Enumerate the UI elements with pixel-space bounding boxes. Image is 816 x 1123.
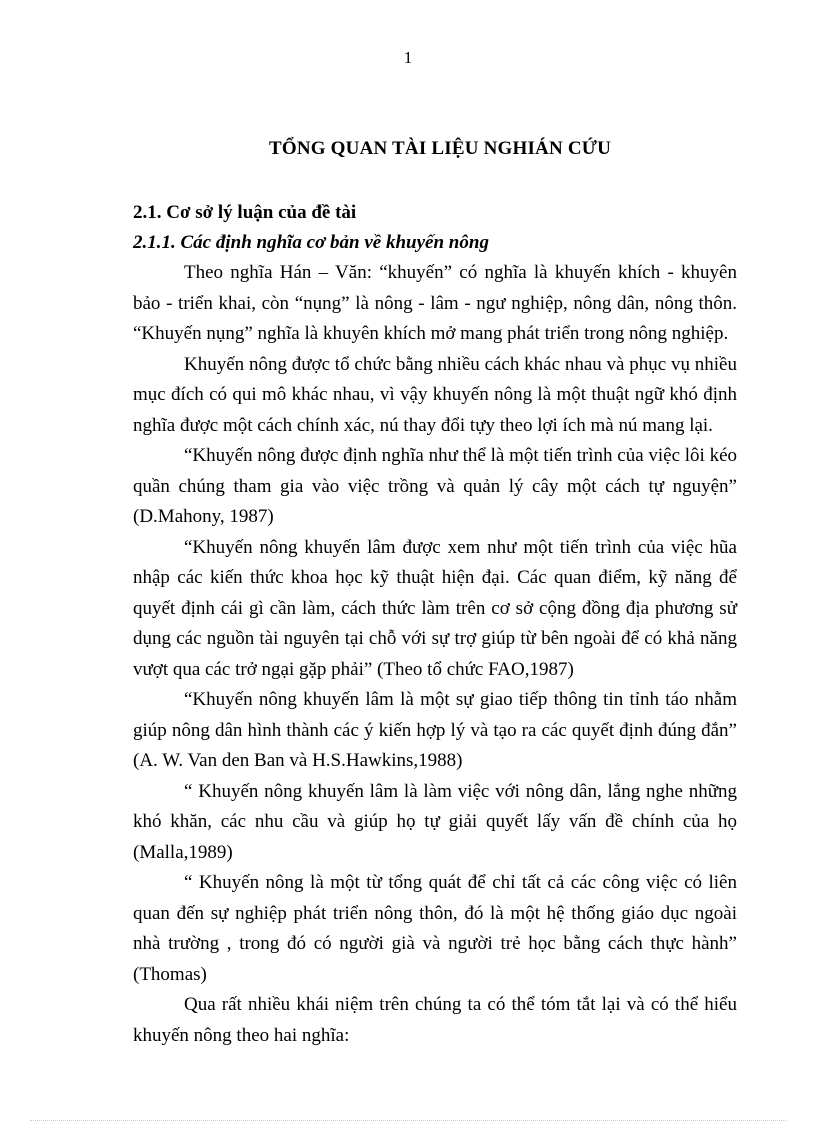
paragraph: “Khuyến nông khuyến lâm được xem như một tiến trình của việc hũa nhập các kiến thức khoa học kỹ thuật hiện đại. Các quan điểm, kỹ năng để quyết định cái gì cần làm, cách thức làm trên cơ sở cộng đồng địa phương sử dụng các nguồn tài nguyên tại chỗ với sự trợ giúp từ bên ngoài để có khả năng vượt qua các trở ngại gặp phải” (Theo tổ chức FAO,1987)	[133, 536, 737, 680]
paragraph: Theo nghĩa Hán – Văn: “khuyến” có nghĩa là khuyến khích - khuyên bảo - triển khai, còn “nụng” là nông - lâm - ngư nghiệp, nông dân, nông thôn. “Khuyến nụng” nghĩa là khuyên khích mở mang phát triển trong nông nghiệp.	[133, 262, 737, 344]
paragraph: “Khuyến nông được định nghĩa như thể là một tiến trình của việc lôi kéo quần chúng tham gia vào việc trồng và quản lý cây một cách tự nguyện” (D.Mahony, 1987)	[133, 445, 738, 527]
document-title: TỔNG QUAN TÀI LIỆU NGHIÁN CỨU	[268, 138, 612, 159]
document-body	[133, 198, 737, 1051]
subsection-heading: 2.1.1. Các định nghĩa cơ bản về khuyến nông	[133, 232, 489, 253]
page-bottom-divider	[30, 1120, 786, 1121]
paragraph: “ Khuyến nông là một từ tổng quát để chỉ tất cả các công việc có liên quan đến sự nghiệp phát triển nông thôn, đó là một hệ thống giáo dục ngoài nhà trường , trong đó có người già và người trẻ học bằng cách thực hành” (Thomas)	[133, 872, 737, 985]
paragraph: “Khuyến nông khuyến lâm là một sự giao tiếp thông tin tỉnh táo nhằm giúp nông dân hình thành các ý kiến hợp lý và tạo ra các quyết định đúng đắn” (A. W. Van den Ban và H.S.Hawkins,1988)	[133, 689, 737, 771]
paragraph: “ Khuyến nông khuyến lâm là làm việc với nông dân, lắng nghe những khó khăn, các nhu cầu và giúp họ tự giải quyết lấy vấn đề chính của họ (Malla,1989)	[133, 780, 737, 863]
paragraph: Khuyến nông được tổ chức bằng nhiều cách khác nhau và phục vụ nhiều mục đích có qui mô khác nhau, vì vậy khuyến nông là một thuật ngữ khó định nghĩa được một cách chính xác, nú thay đổi tựy theo lợi ích mà nú mang lại.	[133, 353, 737, 436]
paragraph: Qua rất nhiều khái niệm trên chúng ta có thể tóm tắt lại và có thể hiểu khuyến nông theo hai nghĩa:	[133, 994, 737, 1046]
page-number: 1	[403, 48, 413, 67]
section-heading: 2.1. Cơ sở lý luận của đề tài	[133, 202, 357, 223]
